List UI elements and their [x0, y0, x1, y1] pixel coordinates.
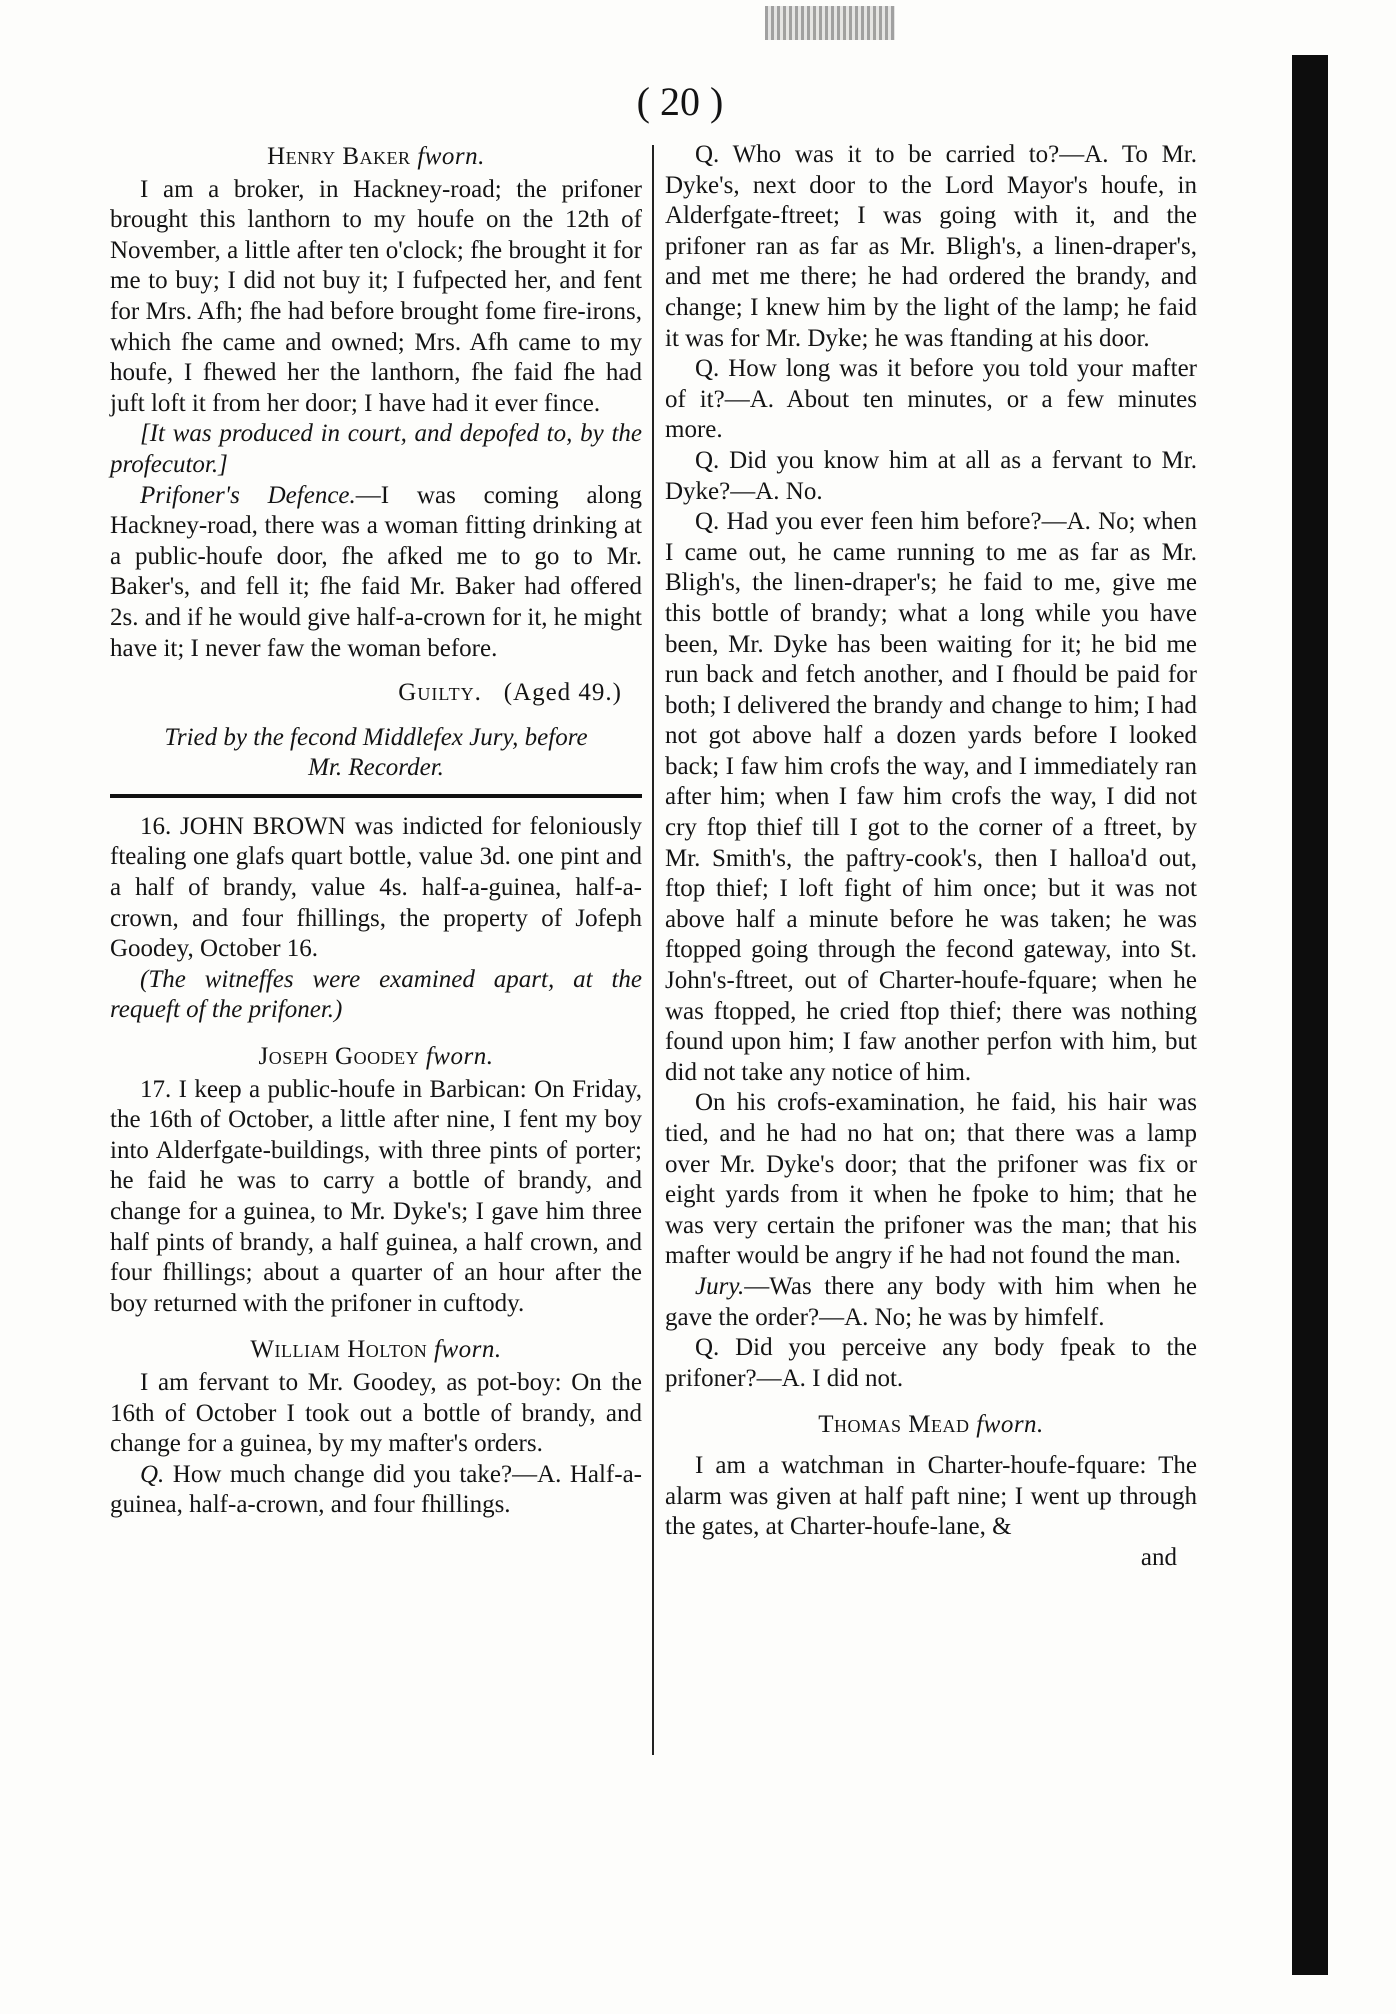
- witness-name: Thomas Mead: [818, 1411, 970, 1439]
- trial-note-line-2: Mr. Recorder.: [308, 754, 444, 782]
- cross-examination: On his crofs-examination, he faid, his hair was tied, and he had no hat on; that there was a lamp over Mr. Dyke's door; that the prifoner was fix or eight yards from it when he fpoke to him; that he was very certain the prifoner was the man; that his mafter would be angry if he had not found the man.: [665, 1089, 1197, 1270]
- section-rule: [110, 794, 642, 798]
- jury-label: Jury.: [695, 1272, 745, 1300]
- defence-text: —I was coming along Hackney-road, there was a woman fitting drinking at a public-houfe door, fhe afked me to go to Mr. Baker's, and fell it; fhe faid Mr. Baker had offered 2s. and if he would give half-a-crown for it, he might have it; I never faw the woman before.: [110, 481, 642, 662]
- testimony-paragraph: I am a broker, in Hackney-road; the prifoner brought this lanthorn to my houfe on the 12th of November, a little after ten o'clock; fhe brought it for me to buy; I did not buy it; I fufpected her, and fent for Mrs. Afh; fhe had before brought fome fire-irons, which fhe came and owned; Mrs. Afh came to my houfe, I fhewed her the lanthorn, fhe faid fhe had juft loft it from her door; I have had it ever fince.: [110, 175, 642, 417]
- court-note: [It was produced in court, and depofed to, by the profecutor.]: [110, 420, 642, 478]
- testimony-paragraph: I am a watchman in Charter-houfe-fquare: The alarm was given at half paft nine; I went up through the gates, at Charter-houfe-lane, &: [665, 1451, 1197, 1541]
- page-edge-shadow: [1292, 55, 1328, 1975]
- defence-label: Prifoner's Defence.: [140, 481, 356, 509]
- right-column: [665, 140, 1197, 1573]
- testimony-paragraph: 17. I keep a public-houfe in Barbican: On Friday, the 16th of October, a little after nine, I fent my boy into Alderfgate-buildings, with three pints of porter; he faid he was to carry a bottle of brandy, and change for a guinea, to Mr. Dyke's; I gave him three half pints of brandy, a half guinea, a half crown, and four fhillings; about a quarter of an hour after the boy returned with the prifoner in cuftody.: [110, 1075, 642, 1317]
- question-paragraph: Q. Did you know him at all as a fervant to Mr. Dyke?—A. No.: [665, 446, 1197, 505]
- prisoner-defence: [110, 481, 642, 665]
- verdict-text: Guilty.: [398, 679, 482, 707]
- question-paragraph: Q. How long was it before you told your mafter of it?—A. About ten minutes, or a few minutes more.: [665, 355, 1197, 444]
- witness-sworn: fworn.: [425, 1043, 494, 1071]
- witness-note: (The witneffes were examined apart, at the requeft of the prifoner.): [110, 965, 642, 1024]
- verdict: [110, 678, 622, 709]
- witness-name: William Holton: [250, 1336, 428, 1364]
- catchword: and: [1140, 1543, 1177, 1571]
- trial-note: [110, 723, 642, 784]
- question-text: How much change did you take?—A. Half-a-guinea, half-a-crown, and four fhillings.: [110, 1460, 643, 1519]
- witness-heading: [665, 1410, 1197, 1441]
- jury-question: [665, 1272, 1197, 1333]
- witness-sworn: fworn.: [976, 1411, 1044, 1439]
- question-paragraph: [110, 1460, 642, 1521]
- witness-sworn: fworn.: [434, 1336, 502, 1364]
- indictment-paragraph: 16. JOHN BROWN was indicted for feloniously ftealing one glafs quart bottle, value 3d. one pint and a half of brandy, value 4s. half-a-guinea, half-a-crown, and four fhillings, the property of Jofeph Goodey, October 16.: [110, 812, 642, 963]
- column-divider: [652, 145, 654, 1755]
- page-number: ( 20 ): [636, 79, 724, 124]
- witness-sworn: fworn.: [417, 143, 485, 170]
- question-marker: Q.: [140, 1460, 165, 1488]
- verdict-age: (Aged 49.): [503, 679, 622, 707]
- jury-text: —Was there any body with him when he gave the order?—A. No; he was by himfelf.: [665, 1272, 1197, 1331]
- question-paragraph: Q. Had you ever feen him before?—A. No; when I came out, he came running to me as far as Mr. Bligh's, the linen-draper's; he faid to me, give me this bottle of brandy; what a long while you have been, Mr. Dyke has been waiting for it; he bid me run back and fetch another, and I fhould be paid for both; I delivered the brandy and change to him; I had not got above half a dozen yards before I looked back; I faw him crofs the way, and I immediately ran after him; when I faw him crofs the way, I did not cry ftop thief till I got to the corner of a ftreet, by Mr. Smith's, the paftry-cook's, then I halloa'd out, ftop thief; I loft fight of him once; but it was not above half a minute before he was taken; he was ftopped going through the fecond gateway, into St. John's-ftreet, out of Charter-houfe-fquare; when he was ftopped, he cried ftop thief; there was nothing found upon him; I faw another perfon with him, but did not take any notice of him.: [665, 508, 1197, 1086]
- left-column: [110, 140, 642, 1521]
- witness-heading: [110, 142, 642, 173]
- testimony-paragraph: I am fervant to Mr. Goodey, as pot-boy: On the 16th of October I took out a bottle of brandy, and change for a guinea, by my mafter's orders.: [110, 1368, 642, 1458]
- trial-note-line-1: Tried by the fecond Middlefex Jury, before: [164, 723, 588, 751]
- witness-name: Joseph Goodey: [258, 1043, 420, 1071]
- question-paragraph: Q. Who was it to be carried to?—A. To Mr. Dyke's, next door to the Lord Mayor's houfe, in Alderfgate-ftreet; I was going with it, and the prifoner ran as far as Mr. Bligh's, a linen-draper's, and met me there; he had ordered the brandy, and change; I knew him by the light of the lamp; he faid it was for Mr. Dyke; he was ftanding at his door.: [665, 141, 1197, 352]
- witness-name: Henry Baker: [267, 143, 411, 170]
- header-ornament: [765, 6, 895, 40]
- witness-heading: [110, 1335, 642, 1366]
- witness-heading: [110, 1042, 642, 1073]
- question-paragraph: Q. Did you perceive any body fpeak to the prifoner?—A. I did not.: [665, 1334, 1197, 1392]
